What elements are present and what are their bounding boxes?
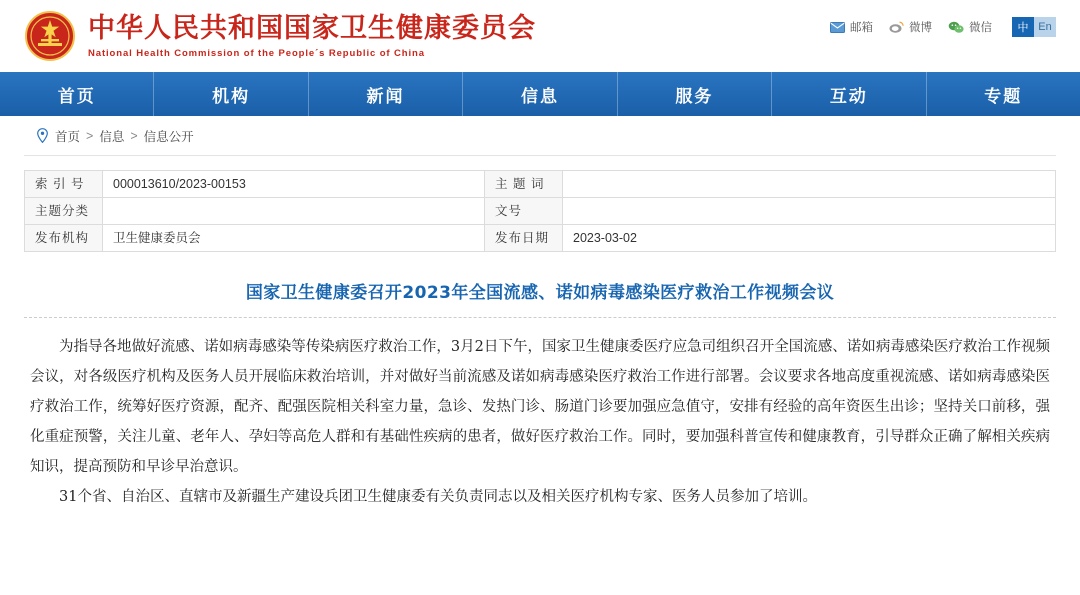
- nav-item-org[interactable]: 机构: [154, 72, 308, 116]
- nav-item-info[interactable]: 信息: [463, 72, 617, 116]
- meta-label-publishdate: 发布日期: [485, 225, 563, 252]
- document-metadata-table: [24, 170, 1056, 252]
- breadcrumb-item-disclosure[interactable]: 信息公开: [143, 129, 194, 144]
- page-content: [0, 116, 1080, 512]
- article-paragraph-2: 31个省、自治区、直辖市及新疆生产建设兵团卫生健康委有关负责同志以及相关医疗机构专家、医务人员参加了培训。: [59, 489, 817, 505]
- site-title-en: National Health Commission of the People´s Republic of China: [88, 48, 425, 60]
- article-body: [24, 332, 1056, 512]
- meta-value-keywords: [563, 171, 1056, 198]
- nav-item-interact[interactable]: 互动: [772, 72, 926, 116]
- breadcrumb-separator-1: >: [86, 128, 94, 143]
- lang-button-cn[interactable]: 中: [1012, 17, 1034, 37]
- site-title-cn: 中华人民共和国国家卫生健康委员会: [88, 12, 536, 44]
- main-navigation: [0, 72, 1080, 116]
- breadcrumb-separator-2: >: [130, 128, 138, 143]
- national-emblem-icon: [24, 10, 76, 62]
- weibo-link[interactable]: [889, 19, 932, 35]
- nav-item-topics[interactable]: 专题: [984, 86, 1023, 107]
- table-row: [25, 225, 1056, 252]
- breadcrumb: [24, 116, 1056, 156]
- mail-icon: [830, 22, 845, 33]
- meta-label-docnumber: 文号: [485, 198, 563, 225]
- lang-button-en[interactable]: En: [1034, 17, 1056, 37]
- site-header: [0, 0, 1080, 72]
- weibo-label: 微博: [909, 22, 932, 34]
- meta-label-index: 索 引 号: [25, 171, 103, 198]
- wechat-label: 微信: [969, 22, 992, 34]
- table-row: [25, 198, 1056, 225]
- header-utility-links: [830, 17, 1056, 55]
- meta-label-publisher: 发布机构: [25, 225, 103, 252]
- location-pin-icon: [36, 128, 49, 143]
- breadcrumb-item-info[interactable]: 信息: [99, 129, 125, 144]
- meta-value-docnumber: [563, 198, 1056, 225]
- breadcrumb-item-home[interactable]: 首页: [55, 129, 81, 144]
- language-switcher[interactable]: [1012, 17, 1056, 37]
- nav-item-news[interactable]: 新闻: [309, 72, 463, 116]
- wechat-icon: [948, 21, 964, 33]
- table-row: [25, 171, 1056, 198]
- meta-label-category: 主题分类: [25, 198, 103, 225]
- article-paragraph-1: 为指导各地做好流感、诺如病毒感染等传染病医疗救治工作，3月2日下午，国家卫生健康委医疗应急司组织召开全国流感、诺如病毒感染医疗救治工作视频会议，对各级医疗机构及医务人员开展临床救治培训，并对做好当前流感及诺如病毒感染医疗救治工作进行部署。会议要求各地高度重视流感、诺如病毒感染医疗救治工作，统筹好医疗资源，配齐、配强医院相关科室力量，急诊、发热门诊、肠道门诊要加强应急值守，安排有经验的高年资医生出诊；坚持关口前移，强化重症预警，关注儿童、老年人、孕妇等高危人群和有基础性疾病的患者，做好医疗救治工作。同时，要加强科普宣传和健康教育，引导群众正确了解相关疾病知识，提高预防和早诊早治意识。: [30, 339, 1050, 475]
- meta-label-keywords: 主 题 词: [485, 171, 563, 198]
- meta-value-publisher: 卫生健康委员会: [103, 225, 485, 252]
- meta-value-category: [103, 198, 485, 225]
- weibo-icon: [889, 21, 904, 33]
- wechat-link[interactable]: [948, 19, 992, 35]
- nav-item-services[interactable]: 服务: [618, 72, 772, 116]
- mail-label: 邮箱: [850, 22, 873, 34]
- nav-item-home[interactable]: 首页: [0, 72, 154, 116]
- mail-link[interactable]: [830, 19, 873, 35]
- site-branding: [88, 13, 536, 59]
- meta-value-publishdate: 2023-03-02: [563, 225, 1056, 252]
- title-divider: [24, 317, 1056, 318]
- page-title: 国家卫生健康委召开2023年全国流感、诺如病毒感染医疗救治工作视频会议: [245, 283, 835, 303]
- meta-value-index: 000013610/2023-00153: [103, 171, 485, 198]
